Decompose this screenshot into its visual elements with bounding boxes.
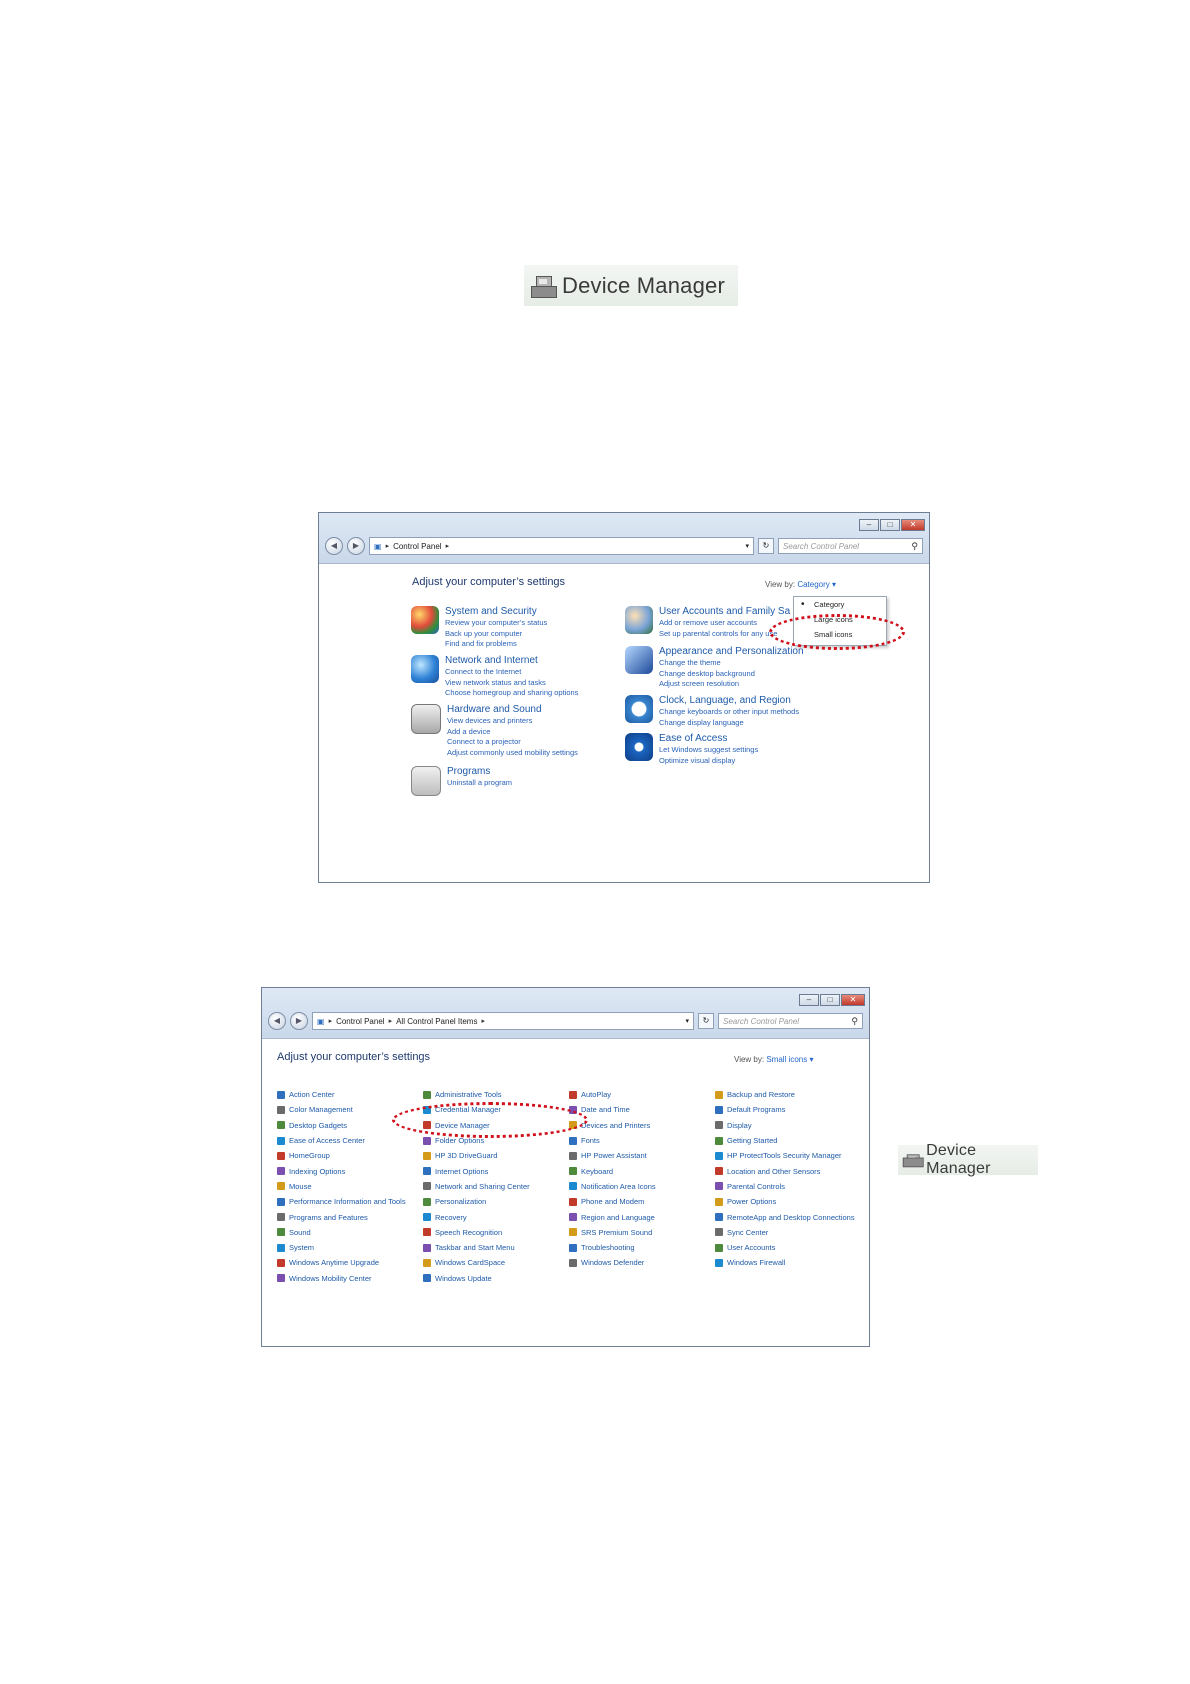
item-label: Getting Started	[727, 1136, 778, 1146]
item-icon	[277, 1121, 285, 1129]
item-icon	[423, 1213, 431, 1221]
item-label: Network and Sharing Center	[435, 1181, 530, 1191]
control-panel-item[interactable]	[277, 1133, 423, 1148]
device-manager-icon	[902, 1152, 916, 1168]
item-label: Recovery	[435, 1212, 467, 1222]
item-icon	[569, 1167, 577, 1175]
search-icon[interactable]: ⚲	[911, 540, 918, 551]
item-label: HP Power Assistant	[581, 1151, 647, 1161]
chevron-down-icon[interactable]: ▾	[685, 1018, 689, 1025]
printer-icon	[411, 704, 441, 734]
item-icon	[277, 1137, 285, 1145]
ease-of-access-icon	[625, 733, 653, 761]
search-icon[interactable]: ⚲	[851, 1015, 858, 1026]
item-icon	[277, 1228, 285, 1236]
item-icon	[277, 1182, 285, 1190]
view-by: View by: Small icons ▾	[734, 1055, 814, 1064]
item-label: Location and Other Sensors	[727, 1166, 821, 1176]
item-label: Windows Update	[435, 1273, 492, 1283]
highlight-oval-small-icons	[769, 614, 905, 650]
item-label: Speech Recognition	[435, 1227, 503, 1237]
control-panel-item[interactable]	[277, 1194, 423, 1209]
item-icon	[715, 1091, 723, 1099]
device-manager-label-side	[898, 1142, 1038, 1177]
control-panel-item[interactable]	[277, 1163, 423, 1178]
item-icon	[569, 1228, 577, 1236]
item-icon	[277, 1259, 285, 1267]
item-label: Date and Time	[581, 1105, 630, 1115]
category-appearance[interactable]: Appearance and Personalization Change the theme Change desktop background Adjust screen resolution	[625, 646, 804, 690]
item-label: Windows Anytime Upgrade	[289, 1258, 380, 1268]
breadcrumb-all-items[interactable]: All Control Panel Items	[396, 1016, 478, 1026]
item-icon	[277, 1106, 285, 1114]
refresh-icon[interactable]: ↻	[758, 538, 774, 554]
device-manager-icon	[530, 273, 556, 299]
item-icon	[715, 1213, 723, 1221]
control-panel-window-category	[318, 512, 930, 883]
control-panel-item[interactable]	[715, 1102, 861, 1117]
forward-icon[interactable]: ▶	[290, 1012, 308, 1030]
control-panel-item[interactable]	[715, 1087, 861, 1102]
item-label: Desktop Gadgets	[289, 1120, 347, 1130]
chevron-down-icon[interactable]: ▾	[745, 543, 749, 550]
item-label: Power Options	[727, 1197, 777, 1207]
item-icon	[277, 1152, 285, 1160]
device-manager-text: Device Manager	[926, 1142, 991, 1177]
item-label: Indexing Options	[289, 1166, 346, 1176]
item-label: AutoPlay	[581, 1090, 612, 1100]
category-programs[interactable]: Programs Uninstall a program	[411, 766, 512, 796]
item-icon	[423, 1198, 431, 1206]
category-network-internet[interactable]: Network and Internet Connect to the Internet View network status and tasks Choose homegroup and sharing options	[411, 655, 578, 699]
control-panel-item[interactable]	[423, 1240, 569, 1255]
control-panel-item[interactable]	[715, 1194, 861, 1209]
highlight-oval-device-manager	[392, 1102, 588, 1138]
item-label: Ease of Access Center	[289, 1136, 365, 1146]
menu-item-large-icons[interactable]: Large icons	[814, 615, 853, 624]
item-label: Color Management	[289, 1105, 353, 1115]
item-label: Troubleshooting	[581, 1243, 635, 1253]
control-panel-item[interactable]	[423, 1087, 569, 1102]
titlebar	[319, 513, 929, 564]
item-icon	[715, 1259, 723, 1267]
item-icon	[715, 1137, 723, 1145]
category-clock-language[interactable]: Clock, Language, and Region Change keyboards or other input methods Change display language	[625, 695, 799, 728]
view-by: View by: Category ▾	[765, 580, 837, 589]
back-icon[interactable]: ◀	[325, 537, 343, 555]
control-panel-item[interactable]	[277, 1225, 423, 1240]
device-manager-text: Device Manager	[562, 272, 725, 298]
item-label: Folder Options	[435, 1136, 485, 1146]
category-system-security[interactable]: System and Security Review your computer’s status Back up your computer Find and fix problems	[411, 606, 547, 650]
item-icon	[715, 1198, 723, 1206]
control-panel-item[interactable]	[423, 1225, 569, 1240]
item-label: Personalization	[435, 1197, 487, 1207]
item-icon	[569, 1198, 577, 1206]
control-panel-icon: ▣	[317, 1016, 325, 1026]
control-panel-item[interactable]	[569, 1240, 715, 1255]
control-panel-item[interactable]	[569, 1118, 715, 1133]
maximize-button[interactable]: □	[880, 519, 900, 531]
minimize-button[interactable]: –	[799, 994, 819, 1006]
address-bar[interactable]: ▣ ▸ Control Panel ▸ ▾	[369, 537, 754, 555]
item-label: Windows CardSpace	[435, 1258, 506, 1268]
users-icon	[625, 606, 653, 634]
breadcrumb-control-panel[interactable]: Control Panel	[393, 541, 442, 551]
control-panel-item[interactable]	[277, 1240, 423, 1255]
control-panel-item[interactable]	[277, 1148, 423, 1163]
control-panel-item[interactable]	[423, 1255, 569, 1270]
device-manager-label-top	[524, 265, 738, 306]
item-label: Windows Mobility Center	[289, 1273, 372, 1283]
item-icon	[277, 1213, 285, 1221]
control-panel-item[interactable]	[423, 1194, 569, 1209]
control-panel-item[interactable]	[277, 1209, 423, 1224]
control-panel-item[interactable]	[277, 1271, 423, 1286]
item-label: Mouse	[289, 1181, 312, 1191]
item-icon	[423, 1274, 431, 1282]
category-hardware-sound[interactable]: Hardware and Sound View devices and printers Add a device Connect to a projector Adjust commonly used mobility settings	[411, 704, 578, 758]
address-bar[interactable]: ▣ ▸ Control Panel ▸ All Control Panel Items ▸ ▾	[312, 1012, 694, 1030]
item-icon	[715, 1121, 723, 1129]
page-title: Adjust your computer’s settings	[412, 576, 566, 588]
control-panel-item[interactable]	[423, 1163, 569, 1178]
control-panel-item[interactable]	[715, 1209, 861, 1224]
item-icon	[423, 1244, 431, 1252]
control-panel-item[interactable]	[569, 1163, 715, 1178]
item-icon	[277, 1274, 285, 1282]
breadcrumb-control-panel[interactable]: Control Panel	[336, 1016, 385, 1026]
item-label: Internet Options	[435, 1166, 489, 1176]
item-label: Default Programs	[727, 1105, 786, 1115]
control-panel-item[interactable]	[277, 1255, 423, 1270]
item-icon	[569, 1137, 577, 1145]
category-ease-of-access[interactable]: Ease of Access Let Windows suggest settings Optimize visual display	[625, 733, 758, 766]
item-icon	[569, 1091, 577, 1099]
control-panel-item[interactable]	[569, 1087, 715, 1102]
item-icon	[277, 1167, 285, 1175]
item-label: Devices and Printers	[581, 1120, 651, 1130]
item-label: SRS Premium Sound	[581, 1227, 653, 1237]
item-label: Notification Area Icons	[581, 1181, 656, 1191]
maximize-button[interactable]: □	[820, 994, 840, 1006]
item-label: Fonts	[581, 1136, 600, 1146]
menu-item-small-icons[interactable]: Small icons	[814, 630, 853, 639]
minimize-button[interactable]: –	[859, 519, 879, 531]
item-icon	[569, 1213, 577, 1221]
control-panel-item[interactable]	[715, 1163, 861, 1178]
globe-icon	[411, 655, 439, 683]
back-icon[interactable]: ◀	[268, 1012, 286, 1030]
item-label: HomeGroup	[289, 1151, 330, 1161]
item-label: Windows Firewall	[727, 1258, 786, 1268]
item-label: Performance Information and Tools	[289, 1197, 406, 1207]
control-panel-item[interactable]	[423, 1148, 569, 1163]
item-label: Action Center	[289, 1090, 335, 1100]
close-button[interactable]: ✕	[901, 519, 925, 531]
item-label: Phone and Modem	[581, 1197, 645, 1207]
control-panel-item[interactable]	[423, 1209, 569, 1224]
control-panel-item[interactable]	[715, 1255, 861, 1270]
programs-icon	[411, 766, 441, 796]
page-title: Adjust your computer’s settings	[277, 1051, 431, 1063]
refresh-icon[interactable]: ↻	[698, 1013, 714, 1029]
item-label: Sync Center	[727, 1227, 769, 1237]
control-panel-item[interactable]	[569, 1179, 715, 1194]
control-panel-item[interactable]	[715, 1179, 861, 1194]
control-panel-item[interactable]	[423, 1179, 569, 1194]
item-label: Taskbar and Start Menu	[435, 1243, 515, 1253]
item-label: HP ProtectTools Security Manager	[727, 1151, 842, 1161]
item-label: Windows Defender	[581, 1258, 645, 1268]
item-label: Administrative Tools	[435, 1090, 502, 1100]
control-panel-item[interactable]	[569, 1255, 715, 1270]
item-label: Credential Manager	[435, 1105, 501, 1115]
control-panel-item[interactable]	[715, 1133, 861, 1148]
item-icon	[277, 1198, 285, 1206]
item-icon	[715, 1244, 723, 1252]
appearance-icon	[625, 646, 653, 674]
item-icon	[715, 1152, 723, 1160]
control-panel-item[interactable]	[715, 1240, 861, 1255]
item-label: RemoteApp and Desktop Connections	[727, 1212, 855, 1222]
control-panel-item[interactable]	[423, 1271, 569, 1286]
content-area	[319, 564, 929, 882]
control-panel-item[interactable]	[569, 1133, 715, 1148]
item-label: System	[289, 1243, 315, 1253]
item-label: Display	[727, 1120, 752, 1130]
item-label: Region and Language	[581, 1212, 655, 1222]
control-panel-item[interactable]	[569, 1148, 715, 1163]
item-label: Parental Controls	[727, 1181, 785, 1191]
item-icon	[423, 1091, 431, 1099]
item-icon	[423, 1167, 431, 1175]
titlebar	[262, 988, 869, 1039]
shield-icon	[411, 606, 439, 634]
item-icon	[423, 1137, 431, 1145]
item-label: Device Manager	[435, 1120, 490, 1130]
item-label: Backup and Restore	[727, 1090, 795, 1100]
item-icon	[277, 1244, 285, 1252]
item-icon	[569, 1182, 577, 1190]
control-panel-item[interactable]	[715, 1148, 861, 1163]
control-panel-window-all-items	[261, 987, 870, 1347]
control-panel-item[interactable]	[569, 1102, 715, 1117]
control-panel-item[interactable]	[277, 1087, 423, 1102]
category-user-accounts[interactable]: User Accounts and Family Sa Add or remove user accounts Set up parental controls for any use	[625, 606, 790, 639]
item-label: Programs and Features	[289, 1212, 368, 1222]
control-panel-item[interactable]	[569, 1209, 715, 1224]
control-panel-item[interactable]	[715, 1118, 861, 1133]
item-icon	[569, 1244, 577, 1252]
item-icon	[715, 1167, 723, 1175]
close-button[interactable]: ✕	[841, 994, 865, 1006]
control-panel-item[interactable]	[277, 1179, 423, 1194]
forward-icon[interactable]: ▶	[347, 537, 365, 555]
search-input[interactable]: Search Control Panel ⚲	[778, 538, 923, 554]
menu-item-category[interactable]: • Category	[794, 597, 886, 612]
item-icon	[423, 1182, 431, 1190]
item-label: Sound	[289, 1227, 311, 1237]
item-icon	[569, 1152, 577, 1160]
item-icon	[423, 1152, 431, 1160]
clock-icon	[625, 695, 653, 723]
view-by-dropdown[interactable]: Small icons	[766, 1055, 808, 1064]
item-icon	[423, 1259, 431, 1267]
item-icon	[715, 1106, 723, 1114]
item-icon	[715, 1228, 723, 1236]
control-panel-icon: ▣	[374, 541, 382, 551]
control-panel-item[interactable]	[569, 1194, 715, 1209]
search-input[interactable]: Search Control Panel ⚲	[718, 1013, 863, 1029]
item-label: Keyboard	[581, 1166, 614, 1176]
view-by-dropdown[interactable]: Category	[797, 580, 830, 589]
item-icon	[277, 1091, 285, 1099]
item-icon	[569, 1259, 577, 1267]
item-icon	[423, 1228, 431, 1236]
control-panel-item[interactable]	[715, 1225, 861, 1240]
control-panel-item[interactable]	[569, 1225, 715, 1240]
item-icon	[715, 1182, 723, 1190]
item-label: User Accounts	[727, 1243, 776, 1253]
item-label: HP 3D DriveGuard	[435, 1151, 498, 1161]
